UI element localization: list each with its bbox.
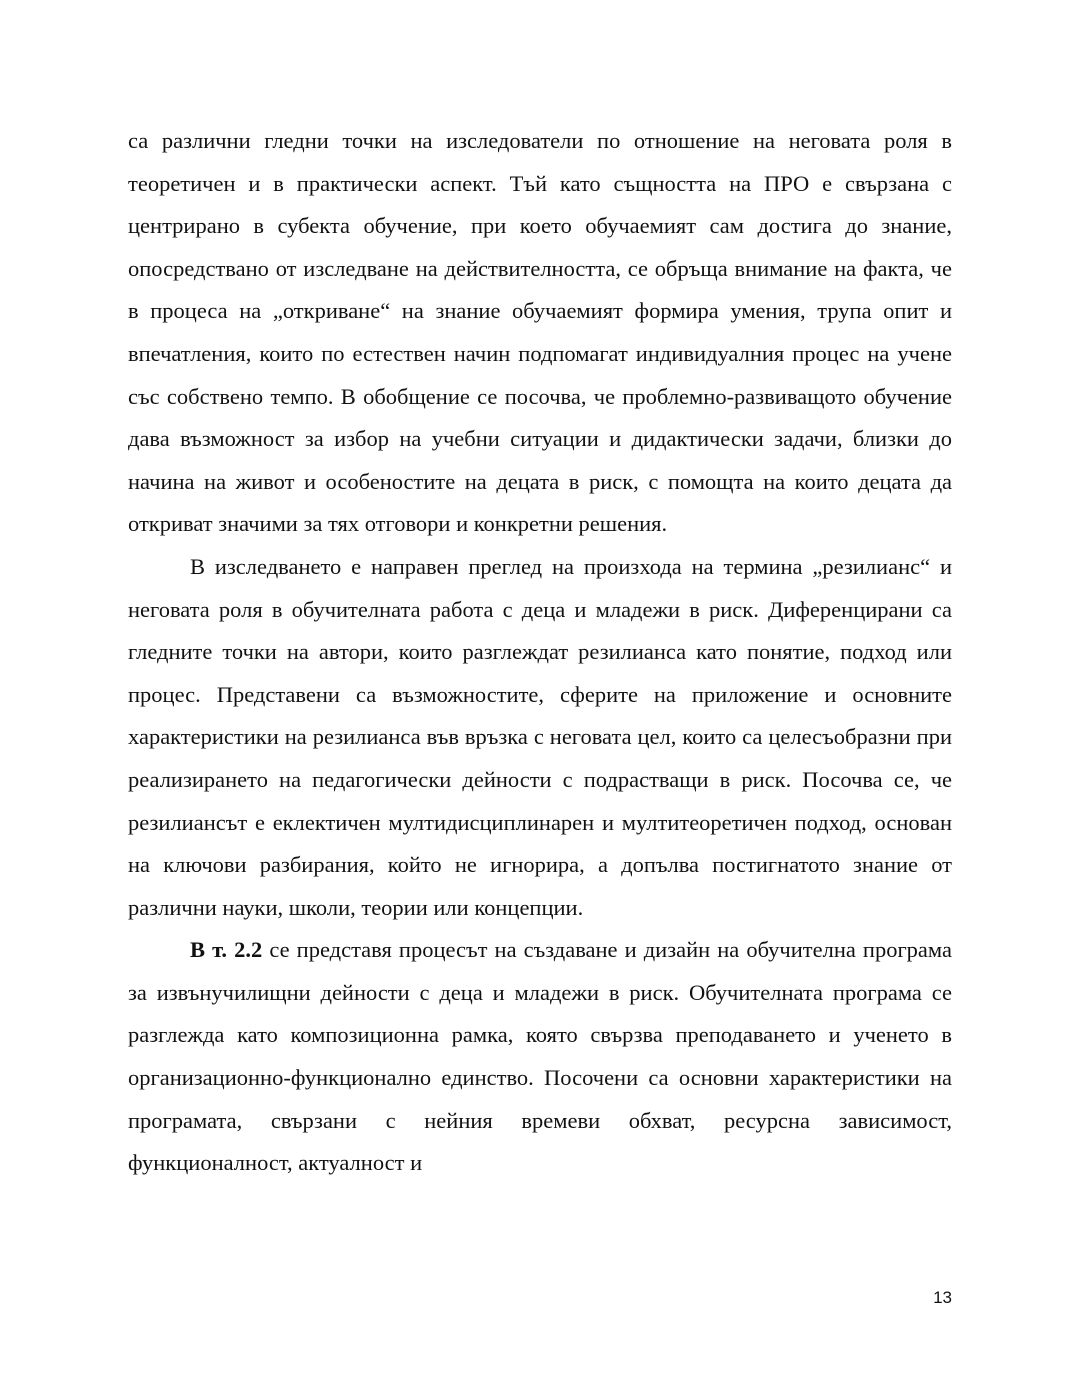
body-text <box>128 120 952 1185</box>
paragraph-text: са различни гледни точки на изследователи по отношение на неговата роля в теоретичен и в практически аспект. Тъй като същността на ПРО е свързана с центрирано в субекта обучение, при което обучаемият сам достига до знание, опосредствано от изследване на действителността, се обръща внимание на факта, че в процеса на „откриване“ на знание обучаемият формира умения, трупа опит и впечатления, които по естествен начин подпомагат индивидуалния процес на учене със собствено темпо. В обобщение се посочва, че проблемно-развиващото обучение дава възможност за избор на учебни ситуации и дидактически задачи, близки до начина на живот и особеностите на децата в риск, с помощта на които децата да откриват значими за тях отговори и конкретни решения. <box>128 128 952 537</box>
page-number: 13 <box>933 1288 952 1307</box>
paragraph-text: В изследването е направен преглед на произхода на термина „резилианс“ и неговата роля в обучителната работа с деца и младежи в риск. Диференцирани са гледните точки на автори, които разглеждат резилианса като понятие, подход или процес. Представени са възможностите, сферите на приложение и основните характеристики на резилианса във връзка с неговата цел, които са целесъобразни при реализирането на педагогически дейности с подрастващи в риск. Посочва се, че резилиансът е еклектичен мултидисциплинарен и мултитеоретичен подход, основан на ключови разбирания, който не игнорира, а допълва постигнатото знание от различни науки, школи, теории или концепции. <box>128 553 952 920</box>
paragraph-resilience <box>128 546 952 929</box>
paragraph-section-2-2 <box>128 929 952 1185</box>
paragraph-text: се представя процесът на създаване и дизайн на обучителна програма за извънучилищни дейности с деца и младежи в риск. Обучителната програма се разглежда като композиционна рамка, която свързва преподаването и ученето в организационно-функционално единство. Посочени са основни характеристики на програмата, свързани с нейния времеви обхват, ресурсна зависимост, функционалност, актуалност и <box>128 937 952 1176</box>
paragraph-continuation <box>128 120 952 546</box>
section-reference: В т. 2.2 <box>190 937 263 963</box>
